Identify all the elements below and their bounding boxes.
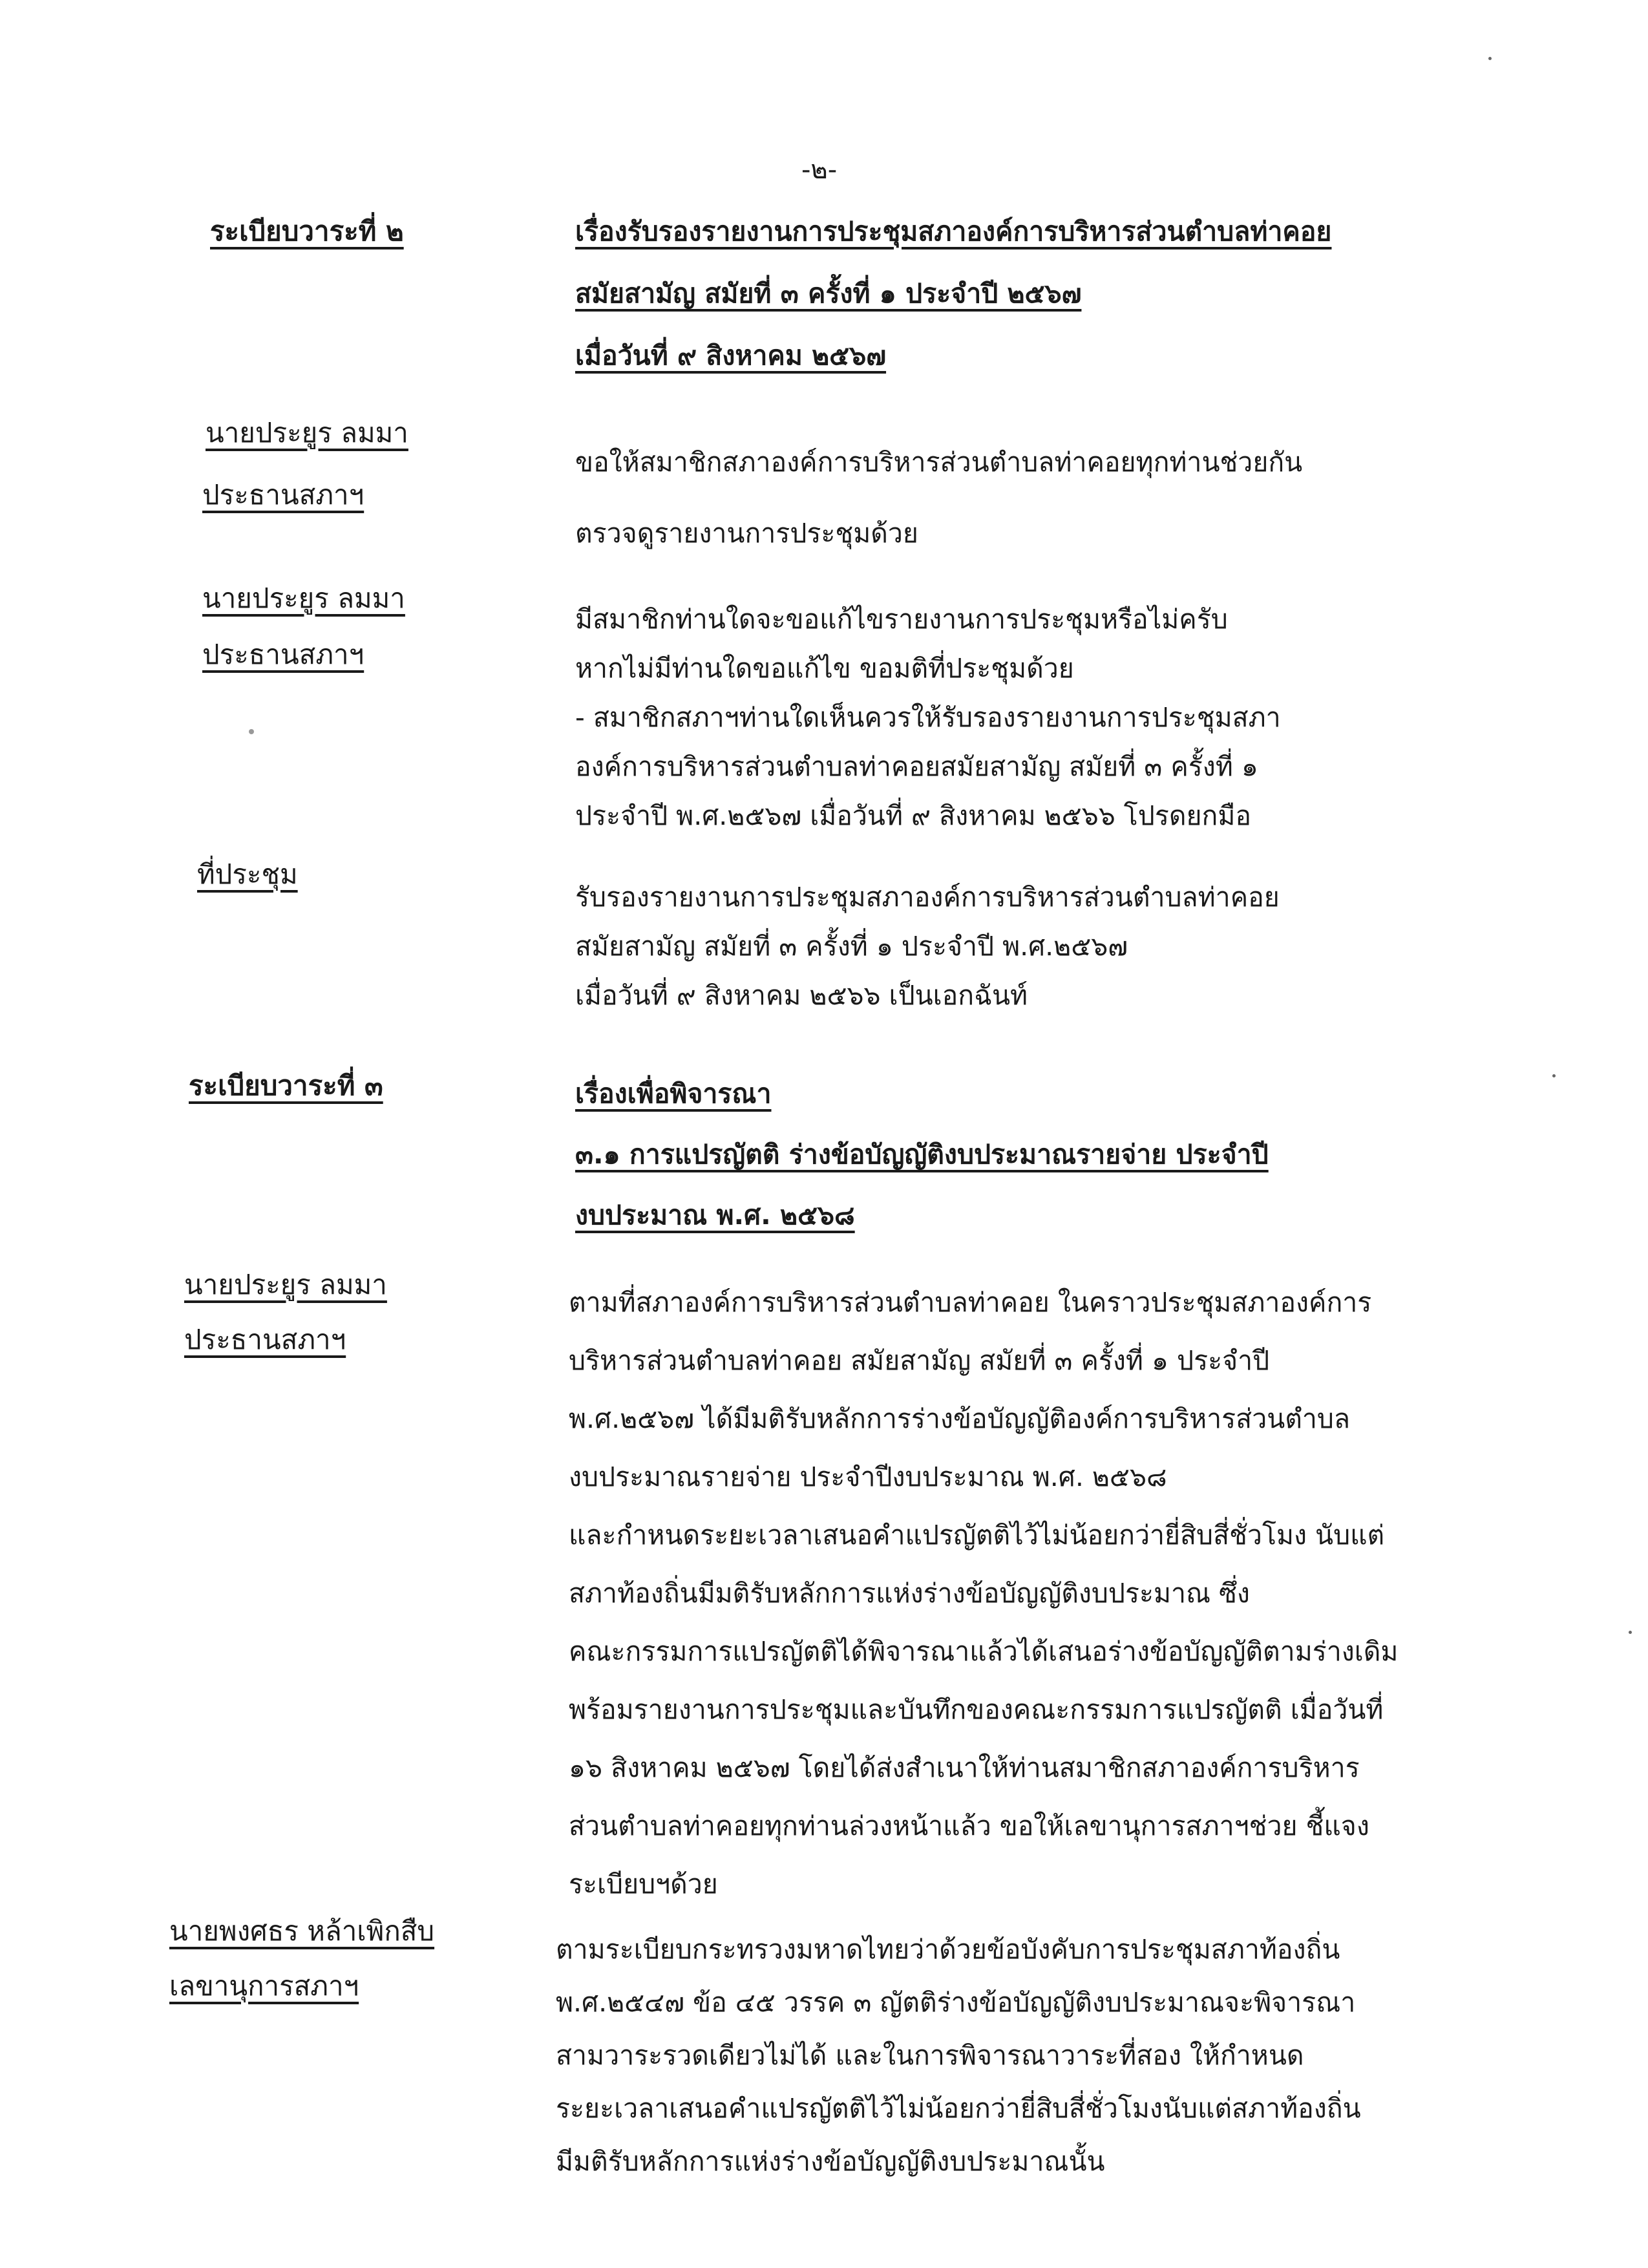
- resolution-text: [575, 873, 1280, 1020]
- scan-speck: [1488, 57, 1492, 60]
- speaker-3-role: ประธานสภาฯ: [184, 1324, 346, 1355]
- speaker-1-name: นายประยูร ลมมา: [206, 417, 408, 449]
- speech-line: ๑๖ สิงหาคม ๒๕๖๗ โดยได้ส่งสำเนาให้ท่านสมาชิกสภาองค์การบริหาร: [569, 1752, 1360, 1783]
- agenda-2-label: ระเบียบวาระที่ ๒: [210, 215, 404, 247]
- agenda-2-title: [575, 200, 1331, 387]
- speech-line: พร้อมรายงานการประชุมและบันทึกของคณะกรรมการแปรญัตติ เมื่อวันที่: [569, 1694, 1384, 1725]
- speech-3-text: [569, 1273, 1398, 1913]
- speech-line: สามวาระรวดเดียวไม่ได้ และในการพิจารณาวาระที่สอง ให้กำหนด: [556, 2040, 1304, 2071]
- speech-line: ขอให้สมาชิกสภาองค์การบริหารส่วนตำบลท่าคอยทุกท่านช่วยกัน: [575, 447, 1303, 478]
- scan-speck: [1552, 1074, 1556, 1077]
- speech-line: บริหารส่วนตำบลท่าคอย สมัยสามัญ สมัยที่ ๓ ครั้งที่ ๑ ประจำปี: [569, 1345, 1270, 1376]
- speech-line: คณะกรรมการแปรญัตติได้พิจารณาแล้วได้เสนอร่างข้อบัญญัติตามร่างเดิม: [569, 1636, 1399, 1667]
- agenda-3-title-line: งบประมาณ พ.ศ. ๒๕๖๘: [575, 1200, 855, 1231]
- agenda-3-title-line: ๓.๑ การแปรญัตติ ร่างข้อบัญญัติงบประมาณรายจ่าย ประจำปี: [575, 1139, 1269, 1170]
- speech-line: ตามระเบียบกระทรวงมหาดไทยว่าด้วยข้อบังคับการประชุมสภาท้องถิ่น: [556, 1934, 1340, 1965]
- speech-line: งบประมาณรายจ่าย ประจำปีงบประมาณ พ.ศ. ๒๕๖๘: [569, 1461, 1167, 1492]
- speaker-4-role: เลขานุการสภาฯ: [169, 1970, 359, 2002]
- speech-2-text: [575, 595, 1281, 840]
- speaker-2-name: นายประยูร ลมมา: [202, 582, 405, 614]
- scan-speck: [1629, 1631, 1632, 1634]
- speech-line: ตรวจดูรายงานการประชุมด้วย: [575, 518, 918, 549]
- resolution-line: เมื่อวันที่ ๙ สิงหาคม ๒๕๖๖ เป็นเอกฉันท์: [575, 980, 1028, 1011]
- speech-line: หากไม่มีท่านใดขอแก้ไข ขอมติที่ประชุมด้วย: [575, 653, 1074, 684]
- speech-line: ระเบียบฯด้วย: [569, 1869, 718, 1900]
- resolution-label: ที่ประชุม: [197, 858, 298, 890]
- resolution-line: รับรองรายงานการประชุมสภาองค์การบริหารส่วนตำบลท่าคอย: [575, 882, 1280, 913]
- speech-1-text: [575, 427, 1302, 569]
- speech-line: องค์การบริหารส่วนตำบลท่าคอยสมัยสามัญ สมัยที่ ๓ ครั้งที่ ๑: [575, 751, 1258, 782]
- speech-4-text: [556, 1923, 1361, 2188]
- agenda-3-title-line: เรื่องเพื่อพิจารณา: [575, 1078, 772, 1109]
- speech-line: ประจำปี พ.ศ.๒๕๖๗ เมื่อวันที่ ๙ สิงหาคม ๒๕๖๖ โปรดยกมือ: [575, 800, 1251, 831]
- agenda-2-title-line: สมัยสามัญ สมัยที่ ๓ ครั้งที่ ๑ ประจำปี ๒๕๖๗: [575, 278, 1082, 309]
- speaker-2-role: ประธานสภาฯ: [202, 639, 364, 670]
- speech-line: สภาท้องถิ่นมีมติรับหลักการแห่งร่างข้อบัญญัติงบประมาณ ซึ่ง: [569, 1578, 1250, 1609]
- speech-line: พ.ศ.๒๕๔๗ ข้อ ๔๕ วรรค ๓ ญัตติร่างข้อบัญญัติงบประมาณจะพิจารณา: [556, 1987, 1356, 2018]
- speech-line: - สมาชิกสภาฯท่านใดเห็นควรให้รับรองรายงานการประชุมสภา: [575, 702, 1281, 733]
- agenda-2-title-line: เรื่องรับรองรายงานการประชุมสภาองค์การบริหารส่วนตำบลท่าคอย: [575, 216, 1332, 247]
- speech-line: พ.ศ.๒๕๖๗ ได้มีมติรับหลักการร่างข้อบัญญัติองค์การบริหารส่วนตำบล: [569, 1403, 1351, 1434]
- scan-mark: [249, 729, 254, 734]
- speaker-1-role: ประธานสภาฯ: [202, 479, 364, 511]
- agenda-3-title: [575, 1063, 1269, 1245]
- speech-line: ระยะเวลาเสนอคำแปรญัตติไว้ไม่น้อยกว่ายี่สิบสี่ชั่วโมงนับแต่สภาท้องถิ่น: [556, 2093, 1361, 2124]
- speech-line: มีสมาชิกท่านใดจะขอแก้ไขรายงานการประชุมหรือไม่ครับ: [575, 604, 1228, 635]
- speech-line: และกำหนดระยะเวลาเสนอคำแปรญัตติไว้ไม่น้อยกว่ายี่สิบสี่ชั่วโมง นับแต่: [569, 1520, 1385, 1551]
- speech-line: ส่วนตำบลท่าคอยทุกท่านล่วงหน้าแล้ว ขอให้เลขานุการสภาฯช่วย ชี้แจง: [569, 1810, 1369, 1841]
- speaker-3-name: นายประยูร ลมมา: [184, 1269, 387, 1300]
- speech-line: มีมติรับหลักการแห่งร่างข้อบัญญัติงบประมาณนั้น: [556, 2146, 1105, 2177]
- agenda-2-title-line: เมื่อวันที่ ๙ สิงหาคม ๒๕๖๗: [575, 340, 887, 371]
- resolution-line: สมัยสามัญ สมัยที่ ๓ ครั้งที่ ๑ ประจำปี พ.ศ.๒๕๖๗: [575, 931, 1128, 962]
- page-number: -๒-: [801, 155, 838, 185]
- speaker-4-name: นายพงศธร หล้าเพิกสืบ: [169, 1915, 435, 1947]
- speech-line: ตามที่สภาองค์การบริหารส่วนตำบลท่าคอย ในคราวประชุมสภาองค์การ: [569, 1287, 1372, 1318]
- agenda-3-label: ระเบียบวาระที่ ๓: [189, 1070, 383, 1101]
